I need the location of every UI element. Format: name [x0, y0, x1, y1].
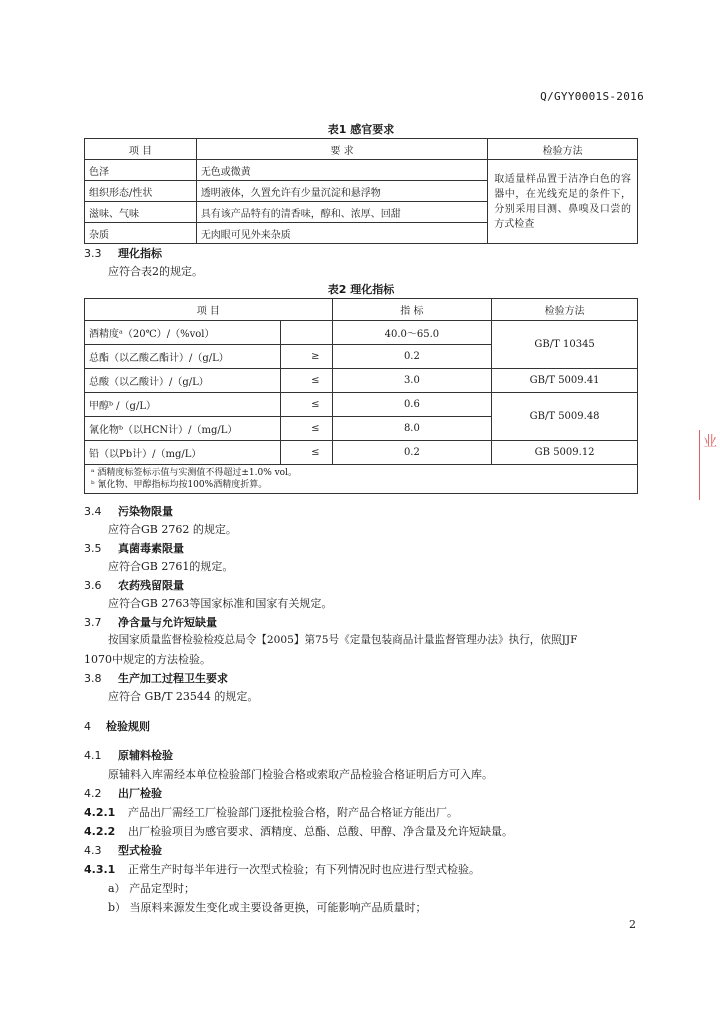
section-number: 3.8: [84, 672, 102, 685]
table2-item: 氰化物ᵇ（以HCN计）/（mg/L）: [85, 417, 281, 441]
table1-method: 取适量样品置于洁净白色的容器中，在光线充足的条件下，分别采用目测、鼻嗅及口尝的方式检查: [488, 160, 638, 244]
table2-value: 3.0: [332, 369, 492, 393]
table1-cell: 透明液体，久置允许有少量沉淀和悬浮物: [196, 181, 487, 202]
table1-cell: 滋味、气味: [85, 202, 197, 223]
section-number: 3.3: [84, 247, 102, 260]
section-3-3-heading: [84, 245, 162, 261]
section-number: 3.6: [84, 579, 102, 592]
table1-cell: 具有该产品特有的清香味，醇和、浓厚、回甜: [196, 202, 487, 223]
section-3-7-heading: [84, 614, 217, 630]
section-4-heading: [84, 718, 150, 734]
list-text: 产品定型时；: [129, 882, 196, 895]
section-title: 生产加工过程卫生要求: [118, 672, 228, 685]
document-number: Q/GYY0001S-2016: [540, 90, 644, 103]
section-text: 产品出厂需经工厂检验部门逐批检验合格，附产品合格证方能出厂。: [128, 806, 458, 819]
table2-symbol: ≤: [280, 369, 332, 393]
section-title: 检验规则: [106, 720, 150, 733]
section-title: 原辅料检验: [118, 749, 173, 762]
section-number: 4.2.2: [84, 825, 116, 838]
stamp-char: 业: [703, 434, 717, 450]
section-number: 3.7: [84, 616, 102, 629]
table2-method: GB 5009.12: [492, 441, 638, 465]
table2-value: 40.0～65.0: [332, 321, 492, 345]
table1-header-item: 项 目: [85, 139, 197, 160]
section-title: 真菌毒素限量: [118, 542, 184, 555]
table2-header-value: 指 标: [332, 299, 492, 321]
list-marker: b）: [108, 901, 127, 914]
table1-cell: 色泽: [85, 160, 197, 181]
table1-cell: 无色或微黄: [196, 160, 487, 181]
table1-cell: 无肉眼可见外来杂质: [196, 223, 487, 244]
table2-item: 甲醇ᵇ /（g/L）: [85, 393, 281, 417]
table2-method: GB/T 5009.48: [492, 393, 638, 441]
table2-symbol: ≤: [280, 417, 332, 441]
table2-caption: 表2 理化指标: [327, 283, 395, 296]
section-4-2-heading: [84, 785, 162, 801]
section-number: 4.3.1: [84, 863, 116, 876]
table2-value: 0.2: [332, 345, 492, 369]
section-title: 型式检验: [118, 844, 162, 857]
table2-symbol: ≥: [280, 345, 332, 369]
list-item: [108, 880, 195, 896]
section-text: 正常生产时每半年进行一次型式检验；有下列情况时也应进行型式检验。: [128, 863, 480, 876]
section-4-2-1: [84, 804, 458, 820]
table1-header-method: 检验方法: [488, 139, 638, 160]
table1-caption: 表1 感官要求: [327, 123, 395, 136]
table2-method: GB/T 5009.41: [492, 369, 638, 393]
section-3-8-text: 应符合 GB/T 23544 的规定。: [108, 690, 259, 703]
table2-header-method: 检验方法: [492, 299, 638, 321]
section-4-1-text: 原辅料入库需经本单位检验部门检验合格或索取产品检验合格证明后方可入库。: [108, 768, 493, 781]
section-text: 出厂检验项目为感官要求、酒精度、总酯、总酸、甲醇、净含量及允许短缺量。: [128, 825, 513, 838]
section-3-4-heading: [84, 503, 173, 519]
section-number: 4.2: [84, 787, 102, 800]
section-3-8-heading: [84, 670, 228, 686]
list-item: [108, 899, 427, 915]
section-4-3-heading: [84, 842, 162, 858]
table2-value: 8.0: [332, 417, 492, 441]
section-title: 农药残留限量: [118, 579, 184, 592]
section-title: 净含量与允许短缺量: [118, 616, 217, 629]
table2-item: 酒精度ᵃ（20℃）/（%vol）: [85, 321, 281, 345]
section-3-3-text: 应符合表2的规定。: [108, 265, 203, 278]
table2-physchem: [84, 298, 638, 494]
section-title: 理化指标: [118, 247, 162, 260]
section-number: 4.3: [84, 844, 102, 857]
table2-header-item: 项 目: [85, 299, 333, 321]
section-number: 4.1: [84, 749, 102, 762]
table2-notes: [85, 465, 638, 494]
section-number: 4: [84, 720, 91, 733]
table2-item: 铅（以Pb计）/（mg/L）: [85, 441, 281, 465]
list-marker: a）: [108, 882, 126, 895]
table2-symbol: [280, 321, 332, 345]
section-3-6-heading: [84, 577, 184, 593]
section-number: 3.5: [84, 542, 102, 555]
table2-method: GB/T 10345: [492, 321, 638, 369]
table2-item: 总酸（以乙酸计）/（g/L）: [85, 369, 281, 393]
table1-cell: 杂质: [85, 223, 197, 244]
table2-value: 0.6: [332, 393, 492, 417]
table2-note-a: ᵃ 酒精度标签标示值与实测值不得超过±1.0% vol。: [91, 468, 297, 478]
table1-header-req: 要 求: [196, 139, 487, 160]
table2-symbol: ≤: [280, 393, 332, 417]
table2-note-b: ᵇ 氰化物、甲醇指标均按100%酒精度折算。: [91, 480, 268, 490]
table2-symbol: ≤: [280, 441, 332, 465]
table1-cell: 组织形态/性状: [85, 181, 197, 202]
list-text: 当原料来源发生变化或主要设备更换，可能影响产品质量时；: [129, 901, 427, 914]
section-3-5-heading: [84, 540, 184, 556]
section-4-2-2: [84, 823, 513, 839]
section-3-7-text-line1: 按国家质量监督检验检疫总局令【2005】第75号《定量包装商品计量监督管理办法》执行，依照JJF: [108, 634, 578, 646]
section-title: 污染物限量: [118, 505, 173, 518]
section-3-4-text: 应符合GB 2762 的规定。: [108, 523, 237, 536]
table2-item: 总酯（以乙酸乙酯计）/（g/L）: [85, 345, 281, 369]
table2-value: 0.2: [332, 441, 492, 465]
page-number: 2: [629, 918, 636, 931]
section-4-1-heading: [84, 747, 173, 763]
section-title: 出厂检验: [118, 787, 162, 800]
section-4-3-1: [84, 861, 480, 877]
table1-sensory: [84, 138, 638, 244]
section-3-6-text: 应符合GB 2763等国家标准和国家有关规定。: [108, 597, 333, 610]
section-number: 3.4: [84, 505, 102, 518]
seal-stamp-fragment: [699, 430, 720, 500]
section-number: 4.2.1: [84, 806, 116, 819]
section-3-5-text: 应符合GB 2761的规定。: [108, 560, 234, 573]
section-3-7-text-line2: 1070中规定的方法检验。: [84, 653, 211, 666]
